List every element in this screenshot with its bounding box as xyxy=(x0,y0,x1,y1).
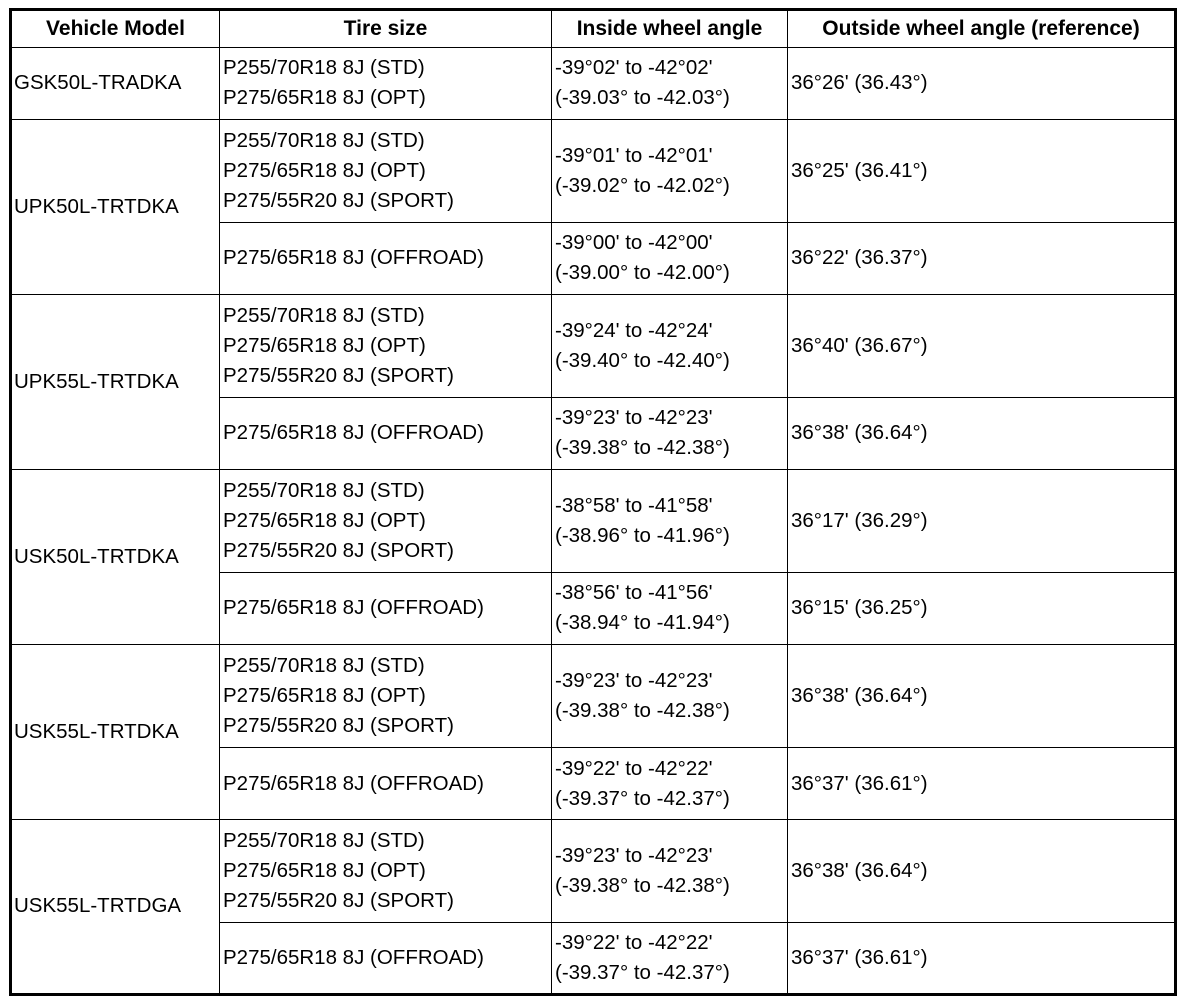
inside-angle-line: -39°23' to -42°23' xyxy=(555,668,713,692)
inside-angle-line: (-39.02° to -42.02°) xyxy=(555,173,730,197)
table-row xyxy=(11,119,1176,222)
tire-size-line: P255/70R18 8J (STD) xyxy=(223,478,425,502)
vehicle-model-cell: UPK55L-TRTDKA xyxy=(11,294,220,469)
tire-size-line: P275/55R20 8J (SPORT) xyxy=(223,538,454,562)
inside-angle-line: -39°22' to -42°22' xyxy=(555,931,713,955)
vehicle-model-cell: UPK50L-TRTDKA xyxy=(11,119,220,294)
tire-size-line: P275/65R18 8J (OPT) xyxy=(223,86,426,110)
tire-size-line: P275/55R20 8J (SPORT) xyxy=(223,188,454,212)
inside-angle-line: -38°56' to -41°56' xyxy=(555,581,713,605)
tire-size-line: P255/70R18 8J (STD) xyxy=(223,303,425,327)
inside-angle-line: (-39.37° to -42.37°) xyxy=(555,961,730,985)
tire-size-line: P275/65R18 8J (OFFROAD) xyxy=(223,946,484,970)
inside-angle-line: -39°23' to -42°23' xyxy=(555,844,713,868)
tire-size-cell xyxy=(220,469,552,572)
inside-angle-line: (-39.38° to -42.38°) xyxy=(555,698,730,722)
tire-size-line: P275/55R20 8J (SPORT) xyxy=(223,889,454,913)
inside-wheel-angle-cell xyxy=(552,119,788,222)
header-outside-wheel-angle: Outside wheel angle (reference) xyxy=(788,10,1176,48)
vehicle-model-cell: USK55L-TRTDKA xyxy=(11,644,220,819)
vehicle-model-cell: GSK50L-TRADKA xyxy=(11,48,220,120)
inside-wheel-angle-cell xyxy=(552,398,788,470)
inside-wheel-angle-cell xyxy=(552,469,788,572)
tire-size-line: P275/65R18 8J (OPT) xyxy=(223,333,426,357)
inside-angle-line: (-39.38° to -42.38°) xyxy=(555,874,730,898)
inside-angle-line: (-39.38° to -42.38°) xyxy=(555,436,730,460)
inside-angle-line: (-39.40° to -42.40°) xyxy=(555,348,730,372)
tire-size-line: P275/55R20 8J (SPORT) xyxy=(223,363,454,387)
header-tire-size: Tire size xyxy=(220,10,552,48)
tire-size-line: P275/65R18 8J (OPT) xyxy=(223,683,426,707)
tire-size-cell xyxy=(220,223,552,295)
tire-size-cell xyxy=(220,819,552,922)
outside-wheel-angle-cell: 36°37' (36.61°) xyxy=(788,748,1176,820)
inside-angle-line: -39°00' to -42°00' xyxy=(555,231,713,255)
tire-size-line: P275/65R18 8J (OPT) xyxy=(223,508,426,532)
inside-wheel-angle-cell xyxy=(552,48,788,120)
inside-angle-line: -39°22' to -42°22' xyxy=(555,756,713,780)
inside-angle-line: -39°23' to -42°23' xyxy=(555,406,713,430)
header-inside-wheel-angle: Inside wheel angle xyxy=(552,10,788,48)
inside-angle-line: -38°58' to -41°58' xyxy=(555,493,713,517)
tire-size-cell xyxy=(220,294,552,397)
outside-wheel-angle-cell: 36°40' (36.67°) xyxy=(788,294,1176,397)
tire-size-line: P275/65R18 8J (OPT) xyxy=(223,859,426,883)
inside-wheel-angle-cell xyxy=(552,294,788,397)
vehicle-model-cell: USK50L-TRTDKA xyxy=(11,469,220,644)
inside-wheel-angle-cell xyxy=(552,748,788,820)
inside-angle-line: (-38.94° to -41.94°) xyxy=(555,611,730,635)
tire-size-line: P275/55R20 8J (SPORT) xyxy=(223,713,454,737)
tire-size-cell xyxy=(220,748,552,820)
table-row xyxy=(11,644,1176,747)
tire-size-cell xyxy=(220,398,552,470)
table-row xyxy=(11,294,1176,397)
outside-wheel-angle-cell: 36°15' (36.25°) xyxy=(788,573,1176,645)
inside-wheel-angle-cell xyxy=(552,819,788,922)
inside-angle-line: -39°01' to -42°01' xyxy=(555,143,713,167)
table-body xyxy=(11,48,1176,995)
tire-size-line: P255/70R18 8J (STD) xyxy=(223,128,425,152)
outside-wheel-angle-cell: 36°17' (36.29°) xyxy=(788,469,1176,572)
tire-size-cell xyxy=(220,573,552,645)
tire-size-cell xyxy=(220,923,552,995)
tire-size-line: P275/65R18 8J (OFFROAD) xyxy=(223,421,484,445)
outside-wheel-angle-cell: 36°38' (36.64°) xyxy=(788,644,1176,747)
table-row xyxy=(11,819,1176,922)
tire-size-line: P255/70R18 8J (STD) xyxy=(223,653,425,677)
wheel-angle-spec-table xyxy=(9,8,1177,996)
table-row xyxy=(11,48,1176,120)
tire-size-cell xyxy=(220,48,552,120)
inside-wheel-angle-cell xyxy=(552,573,788,645)
outside-wheel-angle-cell: 36°25' (36.41°) xyxy=(788,119,1176,222)
inside-angle-line: -39°02' to -42°02' xyxy=(555,56,713,80)
outside-wheel-angle-cell: 36°38' (36.64°) xyxy=(788,398,1176,470)
inside-wheel-angle-cell xyxy=(552,923,788,995)
inside-angle-line: (-39.00° to -42.00°) xyxy=(555,261,730,285)
vehicle-model-cell: USK55L-TRTDGA xyxy=(11,819,220,994)
outside-wheel-angle-cell: 36°26' (36.43°) xyxy=(788,48,1176,120)
inside-wheel-angle-cell xyxy=(552,223,788,295)
table-row xyxy=(11,469,1176,572)
tire-size-line: P255/70R18 8J (STD) xyxy=(223,56,425,80)
tire-size-cell xyxy=(220,119,552,222)
inside-angle-line: (-39.03° to -42.03°) xyxy=(555,86,730,110)
inside-wheel-angle-cell xyxy=(552,644,788,747)
inside-angle-line: (-39.37° to -42.37°) xyxy=(555,786,730,810)
header-row xyxy=(11,10,1176,48)
tire-size-line: P275/65R18 8J (OFFROAD) xyxy=(223,771,484,795)
header-vehicle-model: Vehicle Model xyxy=(11,10,220,48)
inside-angle-line: (-38.96° to -41.96°) xyxy=(555,523,730,547)
tire-size-line: P255/70R18 8J (STD) xyxy=(223,829,425,853)
outside-wheel-angle-cell: 36°37' (36.61°) xyxy=(788,923,1176,995)
outside-wheel-angle-cell: 36°38' (36.64°) xyxy=(788,819,1176,922)
inside-angle-line: -39°24' to -42°24' xyxy=(555,318,713,342)
tire-size-line: P275/65R18 8J (OFFROAD) xyxy=(223,596,484,620)
outside-wheel-angle-cell: 36°22' (36.37°) xyxy=(788,223,1176,295)
tire-size-line: P275/65R18 8J (OPT) xyxy=(223,158,426,182)
tire-size-cell xyxy=(220,644,552,747)
tire-size-line: P275/65R18 8J (OFFROAD) xyxy=(223,246,484,270)
